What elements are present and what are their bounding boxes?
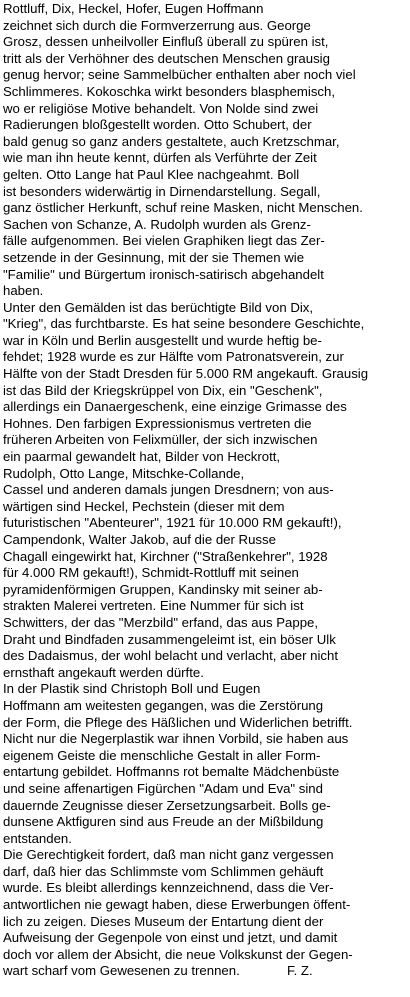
text-line: fälle aufgenommen. Bei vielen Graphiken liegt das Zer-	[3, 233, 325, 249]
text-line: Cassel und anderen damals jungen Dresdnern; von aus-	[3, 482, 334, 498]
text-line: Hoffmann am weitesten gegangen, was die Zerstörung	[3, 697, 324, 713]
text-line: Hälfte von der Stadt Dresden für 5.000 RM angekauft. Grausig	[3, 366, 369, 382]
text-line: Hohnes. Den farbigen Expressionismus vertreten die	[3, 415, 312, 431]
text-line: ganz östlicher Herkunft, schuf reine Masken, nicht Menschen.	[3, 200, 363, 216]
text-line: dunsene Aktfiguren sind aus Freude an der Mißbildung	[3, 814, 324, 830]
text-line: entartung gebildet. Hoffmanns rot bemalte Mädchenbüste	[3, 764, 340, 780]
text-line: für 4.000 RM gekauft!), Schmidt-Rottluff mit seinen	[3, 565, 299, 581]
text-line: war in Köln und Berlin ausgestellt und wurde heftig be-	[3, 332, 322, 348]
text-line: wie man ihn heute kennt, dürfen als Verführte der Zeit	[3, 150, 317, 166]
text-line: ist das Bild der Kriegskrüppel von Dix, ein "Geschenk",	[3, 382, 323, 398]
text-line: ist besonders widerwärtig in Dirnendarstellung. Segall,	[3, 183, 321, 199]
text-line: ein paarmal gewandelt hat, Bilder von Heckrott,	[3, 449, 281, 465]
text-line: antwortlichen nie gewagt haben, diese Erwerbungen öffent-	[3, 897, 351, 913]
text-line: eigenem Geiste die menschliche Gestalt in aller Form-	[3, 747, 321, 763]
text-line: und seine affenartigen Figürchen "Adam und Eva" sind	[3, 780, 323, 796]
text-line: Chagall eingewirkt hat, Kirchner ("Straßenkehrer", 1928	[3, 548, 328, 564]
text-line: Schlimmeres. Kokoschka wirkt besonders blasphemisch,	[3, 83, 336, 99]
text-line: Radierungen bloßgestellt worden. Otto Schubert, der	[3, 117, 312, 133]
text-line: gelten. Otto Lange hat Paul Klee nachgeahmt. Boll	[3, 166, 300, 182]
text-line: fehdet; 1928 wurde es zur Hälfte vom Patronatsverein, zur	[3, 349, 344, 365]
text-line: Aufweisung der Gegenpole von einst und jetzt, und damit	[3, 930, 338, 946]
text-line: genug hervor; seine Sammelbücher enthalten aber noch viel	[3, 67, 356, 83]
text-line: Draht und Bindfaden zusammengeleimt ist, ein böser Ulk	[3, 631, 336, 647]
document-page	[3, 1, 407, 980]
text-line: Die Gerechtigkeit fordert, daß man nicht ganz vergessen	[3, 847, 334, 863]
text-line: futuristischen "Abenteurer", 1921 für 10.000 RM gekauft!),	[3, 515, 342, 531]
text-line: Grosz, dessen unheilvoller Einfluß überall zu spüren ist,	[3, 34, 329, 50]
text-line: In der Plastik sind Christoph Boll und Eugen	[3, 681, 261, 697]
paragraph	[3, 681, 407, 847]
document-body	[3, 1, 407, 980]
text-line: wo er religiöse Motive behandelt. Von Nolde sind zwei	[3, 100, 319, 116]
text-line: entstanden.	[3, 830, 72, 846]
text-line: "Familie" und Bürgertum ironisch-satirisch abgehandelt	[3, 266, 324, 282]
text-line: zeichnet sich durch die Formverzerrung aus. George	[3, 17, 311, 33]
text-line: strakten Malerei vertreten. Eine Nummer für sich ist	[3, 598, 304, 614]
text-line: ernsthaft angekauft werden dürfte.	[3, 664, 204, 680]
text-line: Nicht nur die Negerplastik war ihnen Vorbild, sie haben aus	[3, 731, 349, 747]
text-line: wurde. Es bleibt allerdings kennzeichnend, dass die Ver-	[3, 880, 334, 896]
text-line: haben.	[3, 283, 44, 299]
text-line: setzende in der Gesinnung, mit der sie Themen wie	[3, 249, 305, 265]
text-line: Campendonk, Walter Jakob, auf die der Russe	[3, 532, 276, 547]
text-line: wärtigen sind Heckel, Pechstein (dieser mit dem	[3, 498, 285, 514]
text-line: Rottluff, Dix, Heckel, Hofer, Eugen Hoffmann	[3, 1, 264, 16]
text-line: Schwitters, der das "Merzbild" erfand, das aus Pappe,	[3, 614, 319, 630]
text-line: "Krieg", das furchtbarste. Es hat seine besondere Geschichte,	[3, 316, 365, 332]
text-line: tritt als der Verhöhner des deutschen Menschen grausig	[3, 50, 330, 66]
text-line: allerdings ein Danaergeschenk, eine einzige Grimasse des	[3, 399, 347, 415]
text-line: lich zu zeigen. Dieses Museum der Entartung dient der	[3, 913, 324, 929]
text-line: wart scharf vom Gewesenen zu trennen.	[3, 963, 240, 979]
text-line: Sachen von Schanze, A. Rudolph wurden als Grenz-	[3, 216, 311, 232]
text-line: Rudolph, Otto Lange, Mitschke-Collande,	[3, 465, 245, 481]
paragraph	[3, 847, 407, 980]
last-line-row	[3, 963, 407, 980]
paragraph	[3, 1, 407, 300]
text-line: bald genug so ganz anders gestaltete, auch Kretzschmar,	[3, 133, 340, 149]
paragraph	[3, 300, 407, 682]
text-line: der Form, die Pflege des Häßlichen und Widerlichen betrifft.	[3, 714, 353, 730]
text-line: darf, daß hier das Schlimmste vom Schlimmen gehäuft	[3, 863, 324, 879]
text-line: doch vor allem der Absicht, die neue Volkskunst der Gegen-	[3, 946, 353, 962]
text-line: pyramidenförmigen Gruppen, Kandinsky mit seiner ab-	[3, 581, 323, 597]
text-line: früheren Arbeiten von Felixmüller, der sich inzwischen	[3, 432, 318, 448]
text-line: des Dadaismus, der wohl belacht und verlacht, aber nicht	[3, 648, 338, 664]
text-line: Unter den Gemälden ist das berüchtigte Bild von Dix,	[3, 299, 314, 315]
author-signature: F. Z.	[287, 963, 313, 979]
text-line: dauernde Zeugnisse dieser Zersetzungsarbeit. Bolls ge-	[3, 797, 331, 813]
